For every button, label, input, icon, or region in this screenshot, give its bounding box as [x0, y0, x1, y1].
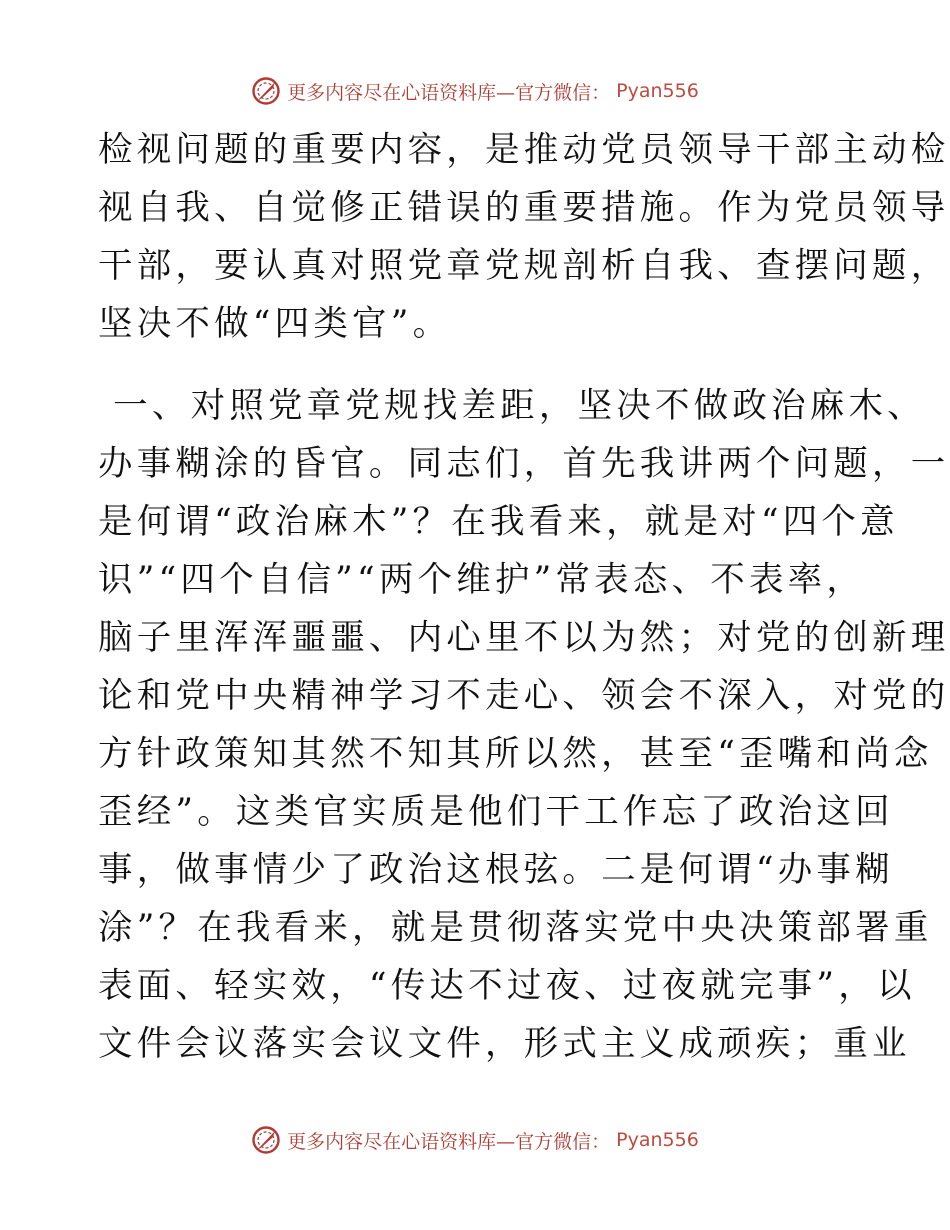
quill-pen-seal-icon	[251, 76, 281, 106]
text-line: 坚决不做“四类官”。	[98, 304, 452, 344]
text-line: 文件会议落实会议文件，形式主义成顽疾；重业	[98, 1024, 911, 1064]
text-line: 方针政策知其然不知其所以然，甚至“歪嘴和尚念	[98, 734, 933, 774]
text-line: 办事糊涂的昏官。同志们，首先我讲两个问题，一	[98, 444, 950, 484]
text-line: 干部，要认真对照党章党规剖析自我、查摆问题，	[98, 246, 950, 286]
watermark-account: Pyan556	[616, 80, 699, 102]
watermark-text: 更多内容尽在心语资料库—官方微信：	[287, 1130, 611, 1153]
document-body	[98, 121, 950, 1073]
paragraph-gap	[98, 353, 858, 377]
text-line: 视自我、自觉修正错误的重要措施。作为党员领导	[98, 188, 950, 228]
text-line: 一、对照党章党规找差距，坚决不做政治麻木、	[98, 386, 926, 426]
footer-watermark	[0, 1120, 950, 1160]
text-line: 识”“四个自信”“两个维护”常表态、不表率，	[98, 560, 866, 600]
text-line: 是何谓“政治麻木”？在我看来，就是对“四个意	[98, 502, 899, 542]
text-line: 检视问题的重要内容，是推动党员领导干部主动检	[98, 130, 950, 170]
watermark-account: Pyan556	[616, 1129, 699, 1151]
header-watermark	[0, 71, 950, 111]
text-line: 脑子里浑浑噩噩、内心里不以为然；对党的创新理	[98, 618, 950, 658]
text-line: 涂”？在我看来，就是贯彻落实党中央决策部署重	[98, 908, 933, 948]
text-line: 论和党中央精神学习不走心、领会不深入，对党的	[98, 676, 950, 716]
watermark-text: 更多内容尽在心语资料库—官方微信：	[287, 81, 611, 104]
text-line: 表面、轻实效，“传达不过夜、过夜就完事”，以	[98, 966, 916, 1006]
text-line: 事，做事情少了政治这根弦。二是何谓“办事糊	[98, 850, 894, 890]
quill-pen-seal-icon	[251, 1125, 281, 1155]
text-line: 歪经”。这类官实质是他们干工作忘了政治这回	[98, 792, 894, 832]
